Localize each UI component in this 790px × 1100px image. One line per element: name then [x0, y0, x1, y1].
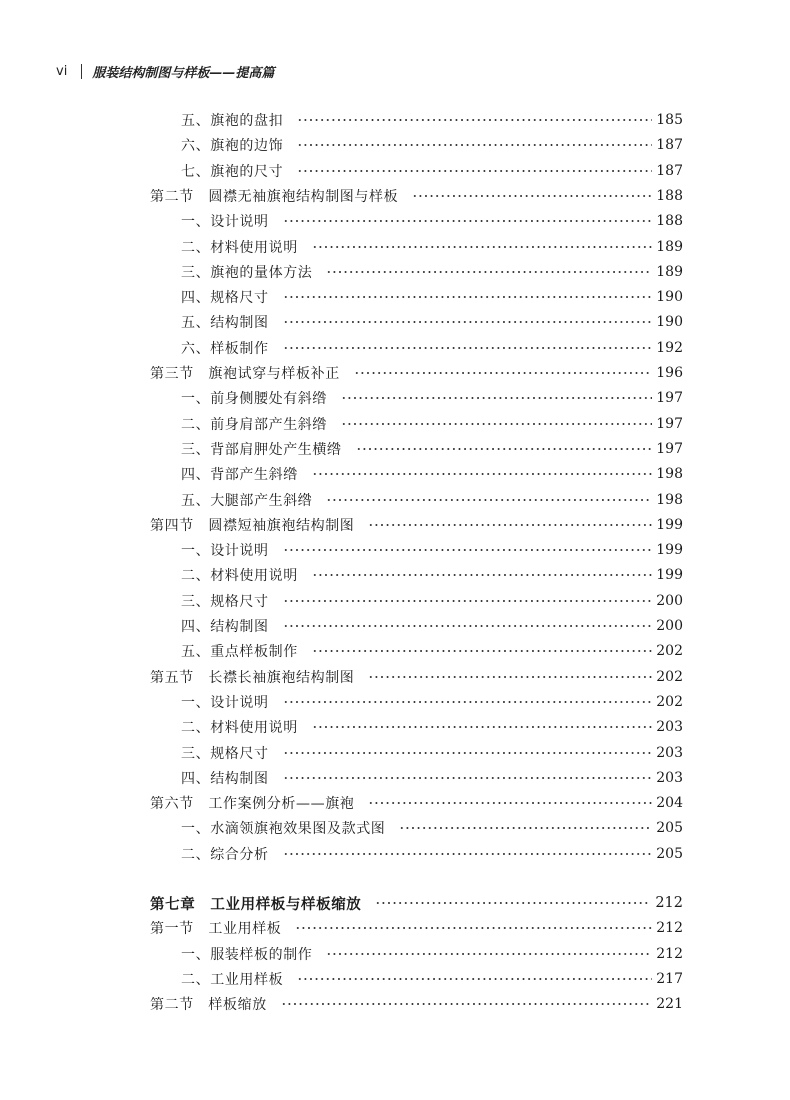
- dot-leader: [354, 372, 652, 374]
- dot-leader: [283, 549, 653, 551]
- toc-entry-item[interactable]: [181, 134, 683, 156]
- dot-leader: [297, 119, 652, 121]
- toc-entry-section[interactable]: [150, 514, 683, 536]
- toc-entry-page-number: 199: [656, 516, 683, 533]
- toc-entry-page-number: 217: [656, 970, 683, 987]
- toc-entry-page-number: 190: [656, 314, 683, 331]
- dot-leader: [297, 144, 652, 146]
- dot-leader: [283, 600, 653, 602]
- toc-entry-page-number: 204: [656, 795, 683, 812]
- toc-entry-item[interactable]: [181, 387, 683, 409]
- toc-entry-label: 第六节 工作案例分析——旗袍: [150, 796, 355, 813]
- toc-entry-page-number: 205: [656, 845, 683, 862]
- toc-entry-section[interactable]: [150, 792, 683, 814]
- toc-entry-page-number: 188: [656, 187, 683, 204]
- toc-entry-item[interactable]: [181, 817, 683, 839]
- dot-leader: [312, 726, 652, 728]
- toc-entry-label: 四、背部产生斜绺: [181, 467, 298, 484]
- toc-entry-item[interactable]: [181, 463, 683, 485]
- toc-entry-page-number: 212: [656, 945, 683, 962]
- toc-entry-label: 一、水滴领旗袍效果图及款式图: [181, 821, 386, 838]
- toc-entry-label: 二、材料使用说明: [181, 720, 298, 737]
- dot-leader: [283, 752, 653, 754]
- dot-leader: [297, 170, 652, 172]
- toc-entry-page-number: 199: [656, 542, 683, 559]
- toc-entry-chapter[interactable]: [150, 892, 683, 914]
- toc-entry-item[interactable]: [181, 539, 683, 561]
- toc-entry-page-number: 190: [656, 289, 683, 306]
- dot-leader: [283, 701, 653, 703]
- toc-entry-page-number: 189: [656, 263, 683, 280]
- toc-entry-item[interactable]: [181, 843, 683, 865]
- dot-leader: [283, 347, 653, 349]
- toc-entry-label: 二、工业用样板: [181, 971, 284, 988]
- dot-leader: [326, 953, 652, 955]
- toc-entry-page-number: 187: [656, 162, 683, 179]
- toc-entry-item[interactable]: [181, 590, 683, 612]
- toc-entry-page-number: 203: [656, 744, 683, 761]
- toc-entry-item[interactable]: [181, 286, 683, 308]
- toc-entry-label: 二、综合分析: [181, 846, 269, 863]
- dot-leader: [283, 296, 653, 298]
- toc-entry-section[interactable]: [150, 185, 683, 207]
- toc-entry-item[interactable]: [181, 413, 683, 435]
- toc-entry-page-number: 197: [656, 440, 683, 457]
- dot-leader: [312, 650, 652, 652]
- toc-entry-page-number: 203: [656, 719, 683, 736]
- dot-leader: [312, 574, 652, 576]
- toc-entry-page-number: 203: [656, 769, 683, 786]
- toc-entry-item[interactable]: [181, 438, 683, 460]
- toc-entry-label: 五、结构制图: [181, 315, 269, 332]
- dot-leader: [283, 853, 653, 855]
- toc-entry-page-number: 202: [656, 668, 683, 685]
- toc-entry-label: 六、旗袍的边饰: [181, 138, 284, 155]
- toc-entry-item[interactable]: [181, 236, 683, 258]
- toc-entry-page-number: 192: [656, 339, 683, 356]
- header-page-number: vi: [56, 64, 68, 79]
- toc-entry-page-number: 212: [655, 895, 683, 911]
- toc-entry-page-number: 202: [656, 693, 683, 710]
- toc-entry-label: 三、背部肩胛处产生横绺: [181, 441, 342, 458]
- toc-entry-item[interactable]: [181, 311, 683, 333]
- header-book-title: 服装结构制图与样板——提高篇: [92, 66, 275, 81]
- toc-entry-label: 第二节 样板缩放: [150, 997, 267, 1014]
- toc-entry-label: 五、重点样板制作: [181, 644, 298, 661]
- toc-entry-item[interactable]: [181, 210, 683, 232]
- toc-entry-page-number: 200: [656, 618, 683, 634]
- toc-entry-item[interactable]: [181, 109, 683, 131]
- dot-leader: [368, 676, 652, 678]
- dot-leader: [283, 777, 653, 779]
- dot-leader: [368, 802, 652, 804]
- toc-entry-page-number: 185: [656, 112, 683, 128]
- toc-entry-label: 第四节 圆襟短袖旗袍结构制图: [150, 517, 355, 534]
- toc-entry-label: 一、服装样板的制作: [181, 946, 313, 963]
- toc-entry-label: 一、设计说明: [181, 694, 269, 711]
- toc-entry-label: 四、结构制图: [181, 619, 269, 635]
- toc-entry-section[interactable]: [150, 362, 683, 384]
- toc-entry-label: 二、材料使用说明: [181, 239, 298, 256]
- toc-entry-item[interactable]: [181, 767, 683, 789]
- toc-entry-section[interactable]: [150, 917, 683, 939]
- toc-entry-label: 二、前身肩部产生斜绺: [181, 416, 327, 433]
- toc-entry-label: 七、旗袍的尺寸: [181, 163, 284, 180]
- toc-entry-item[interactable]: [181, 943, 683, 965]
- dot-leader: [326, 271, 652, 273]
- toc-entry-label: 一、设计说明: [181, 543, 269, 560]
- toc-entry-label: 第七章 工业用样板与样板缩放: [150, 895, 362, 913]
- toc-entry-item[interactable]: [181, 337, 683, 359]
- toc-entry-item[interactable]: [181, 742, 683, 764]
- dot-leader: [368, 524, 652, 526]
- toc-entry-label: 三、旗袍的量体方法: [181, 264, 313, 281]
- toc-entry-page-number: 205: [656, 820, 683, 837]
- dot-leader: [281, 1003, 652, 1005]
- toc-entry-label: 六、样板制作: [181, 340, 269, 357]
- dot-leader: [341, 423, 652, 425]
- toc-entry-page-number: 197: [656, 390, 683, 407]
- dot-leader: [399, 827, 652, 829]
- dot-leader: [297, 978, 652, 980]
- toc-entry-label: 一、设计说明: [181, 214, 269, 231]
- dot-leader: [356, 448, 653, 450]
- toc-entry-label: 第二节 圆襟无袖旗袍结构制图与样板: [150, 188, 399, 205]
- dot-leader: [412, 195, 652, 197]
- toc-entry-label: 五、旗袍的盘扣: [181, 113, 284, 129]
- toc-entry-page-number: 198: [656, 491, 683, 508]
- toc-entry-item[interactable]: [181, 716, 683, 738]
- toc-entry-page-number: 189: [656, 238, 683, 255]
- dot-leader: [326, 499, 652, 501]
- dot-leader: [312, 246, 652, 248]
- toc-entry-page-number: 199: [656, 567, 683, 584]
- toc-entry-label: 三、规格尺寸: [181, 593, 269, 610]
- dot-leader: [312, 473, 652, 475]
- toc-entry-label: 一、前身侧腰处有斜绺: [181, 391, 327, 408]
- toc-entry-label: 三、规格尺寸: [181, 745, 269, 762]
- toc-entry-section[interactable]: [150, 666, 683, 688]
- toc-entry-section[interactable]: [150, 993, 683, 1015]
- toc-entry-page-number: 188: [656, 213, 683, 230]
- toc-entry-label: 二、材料使用说明: [181, 568, 298, 585]
- toc-entry-label: 第五节 长襟长袖旗袍结构制图: [150, 669, 355, 686]
- toc-entry-label: 五、大腿部产生斜绺: [181, 492, 313, 509]
- toc-entry-page-number: 187: [656, 137, 683, 154]
- toc-entry-item[interactable]: [181, 968, 683, 990]
- toc-entry-page-number: 198: [656, 466, 683, 483]
- toc-entry-item[interactable]: [181, 160, 683, 182]
- toc-entry-page-number: 202: [656, 643, 683, 660]
- dot-leader: [283, 321, 653, 323]
- toc-entry-item[interactable]: [181, 489, 683, 511]
- toc-entry-item[interactable]: [181, 640, 683, 662]
- toc-entry-item[interactable]: [181, 691, 683, 713]
- dot-leader: [375, 902, 651, 904]
- toc-entry-label: 第一节 工业用样板: [150, 921, 282, 938]
- toc-entry-page-number: 200: [656, 592, 683, 609]
- dot-leader: [283, 220, 653, 222]
- dot-leader: [283, 625, 653, 627]
- toc-entry-page-number: 221: [656, 996, 683, 1013]
- toc-entry-label: 四、规格尺寸: [181, 290, 269, 307]
- toc-entry-item[interactable]: [181, 564, 683, 586]
- toc-entry-label: 第三节 旗袍试穿与样板补正: [150, 366, 340, 382]
- toc-entry-page-number: 196: [656, 365, 683, 381]
- toc-entry-item[interactable]: [181, 261, 683, 283]
- toc-entry-page-number: 212: [656, 920, 683, 937]
- toc-entry-page-number: 197: [656, 415, 683, 432]
- dot-leader: [295, 927, 652, 929]
- toc-entry-label: 四、结构制图: [181, 770, 269, 787]
- dot-leader: [341, 397, 652, 399]
- toc-entry-item[interactable]: [181, 615, 683, 637]
